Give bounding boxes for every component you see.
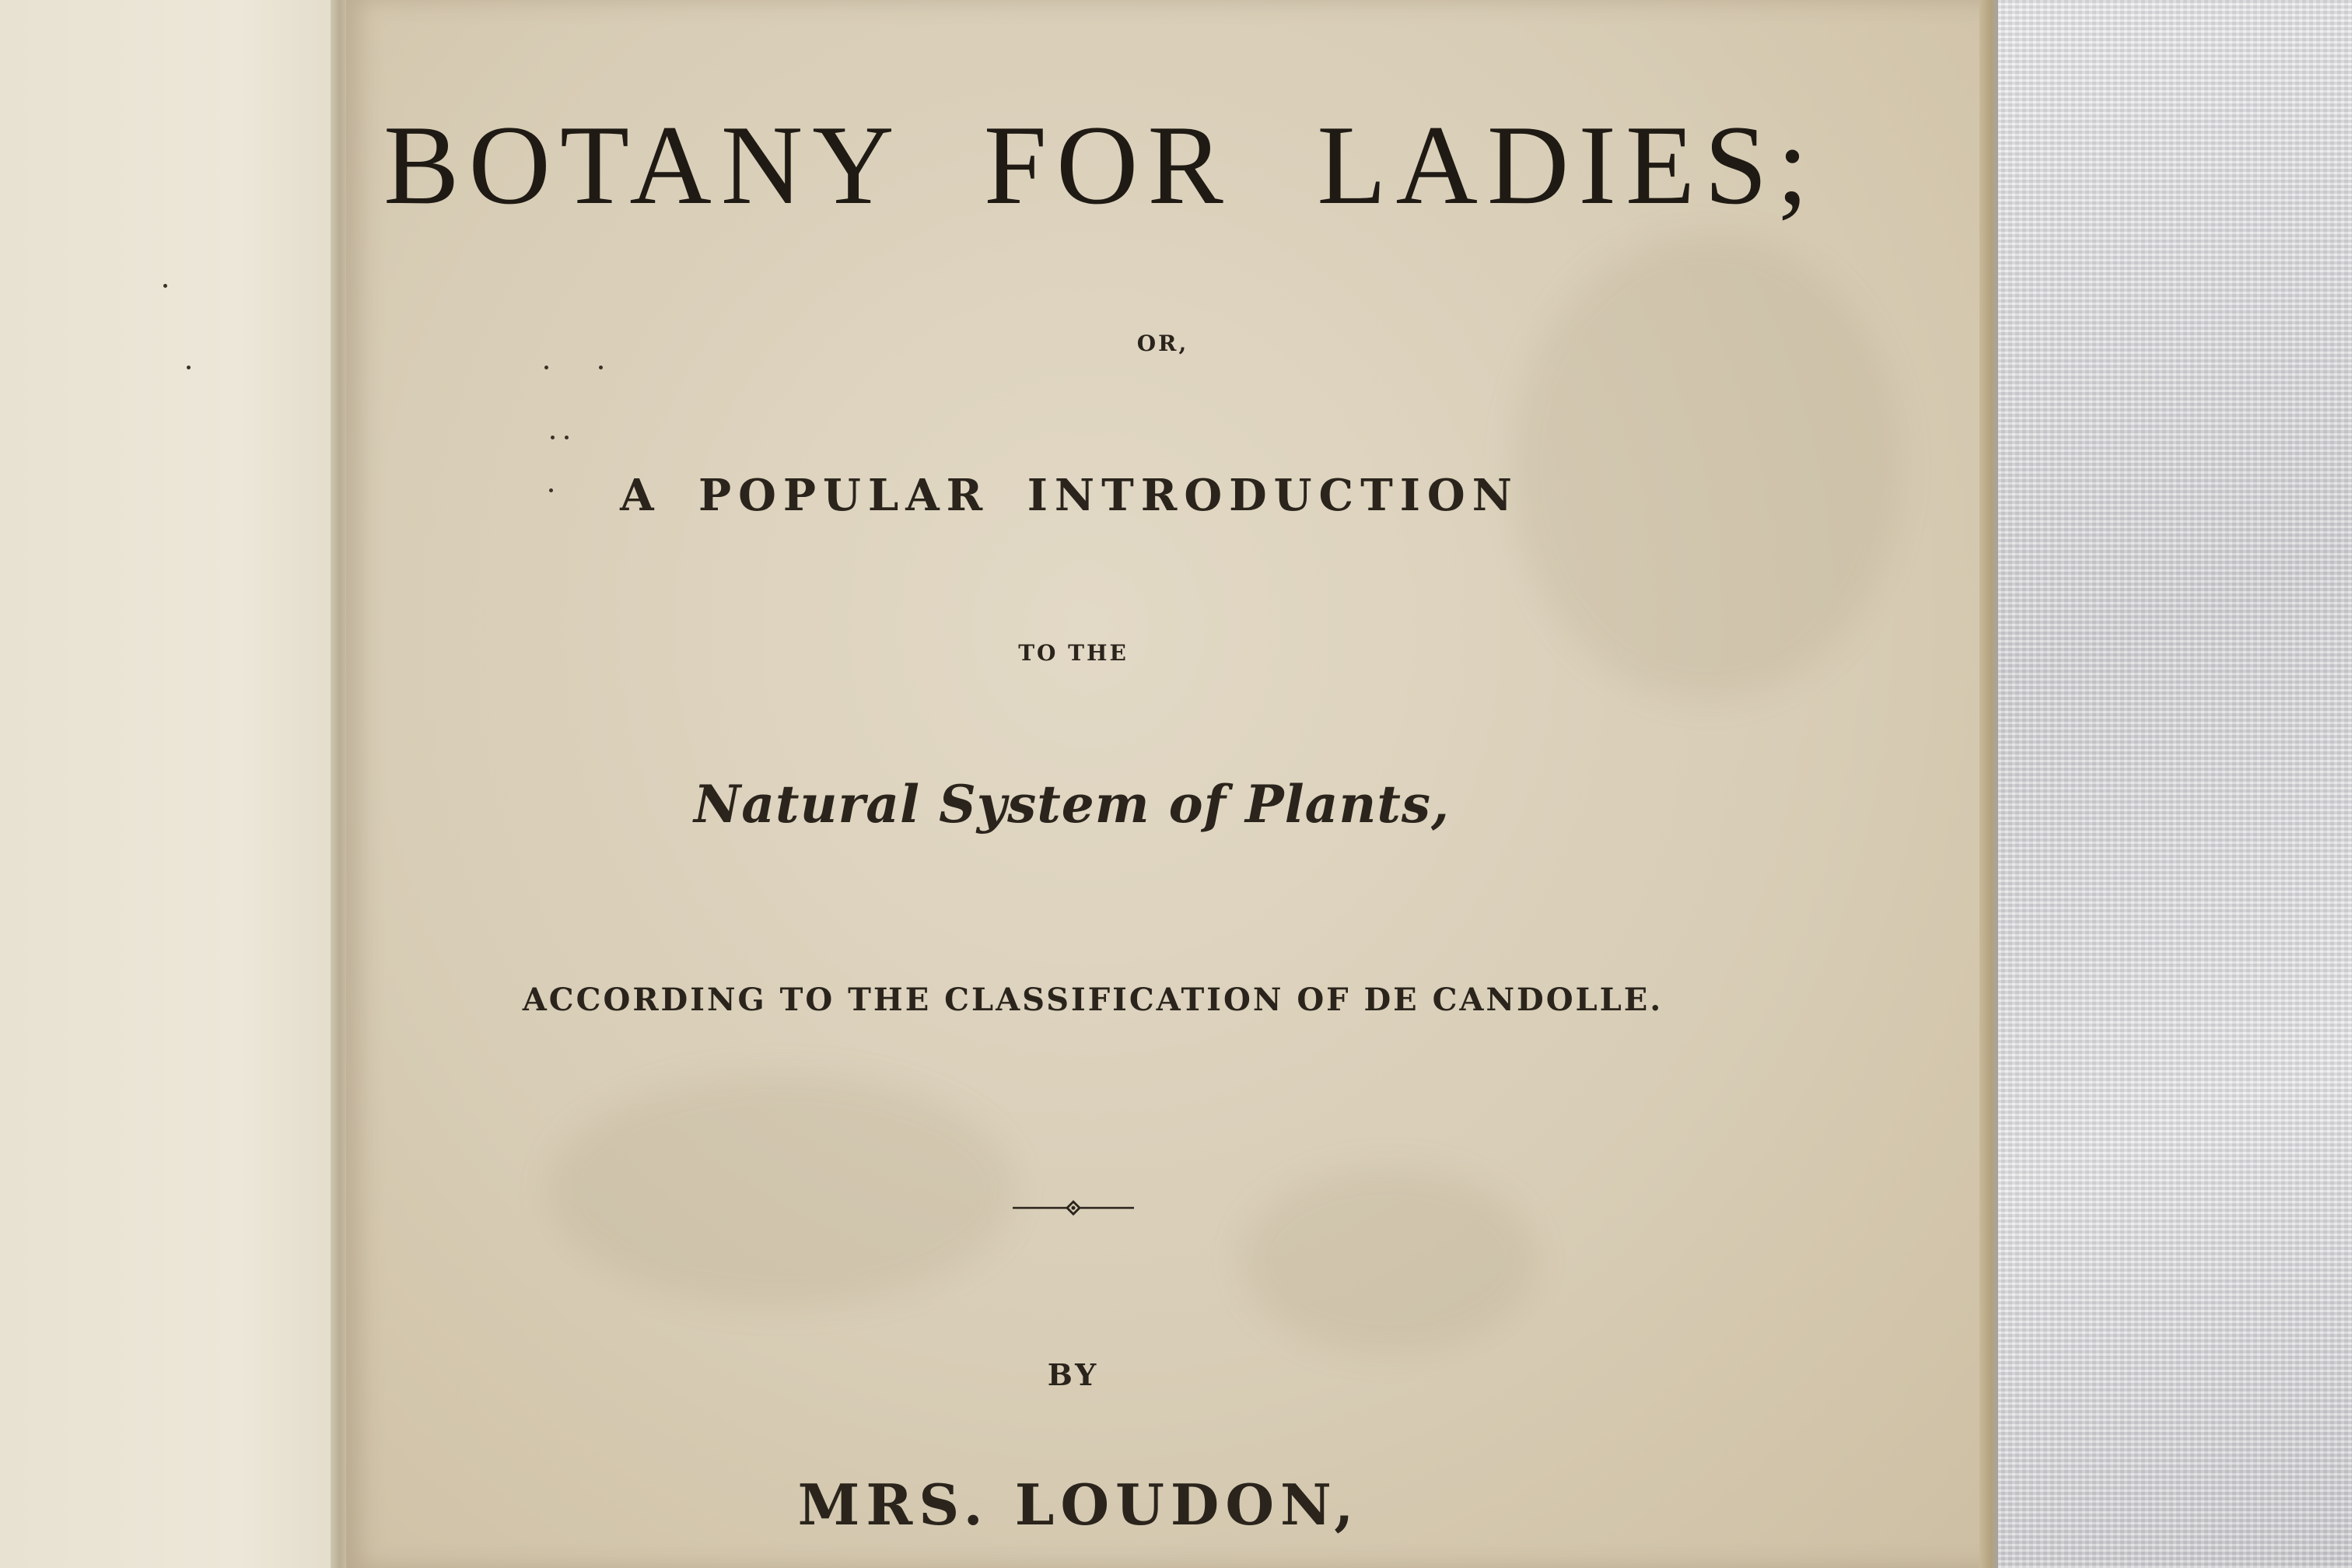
- stain-1: [548, 1073, 1015, 1307]
- speck: [163, 284, 167, 288]
- page-edge: [1979, 0, 1998, 1568]
- speck: [565, 436, 569, 439]
- book-title: BOTANY FOR LADIES;: [383, 102, 1818, 228]
- speck: [599, 366, 603, 369]
- ornament-rule-icon: [1011, 1196, 1136, 1220]
- subtitle-line-2: TO THE: [1018, 640, 1129, 666]
- background-cloth: [1998, 0, 2352, 1568]
- stain-2: [1241, 1167, 1536, 1353]
- speck: [187, 366, 191, 369]
- speck: [551, 436, 555, 439]
- subtitle-line-1: A POPULAR INTRODUCTION: [620, 470, 1519, 521]
- author-name: MRS. LOUDON,: [797, 1472, 1360, 1538]
- speck: [544, 366, 548, 369]
- by-line: BY: [1047, 1357, 1100, 1392]
- subtitle-line-3: Natural System of Plants,: [693, 774, 1451, 835]
- stain-3: [1513, 233, 1902, 700]
- or-line: OR,: [1136, 331, 1189, 356]
- subtitle-line-4: ACCORDING TO THE CLASSIFICATION OF DE CANDOLLE.: [522, 982, 1664, 1018]
